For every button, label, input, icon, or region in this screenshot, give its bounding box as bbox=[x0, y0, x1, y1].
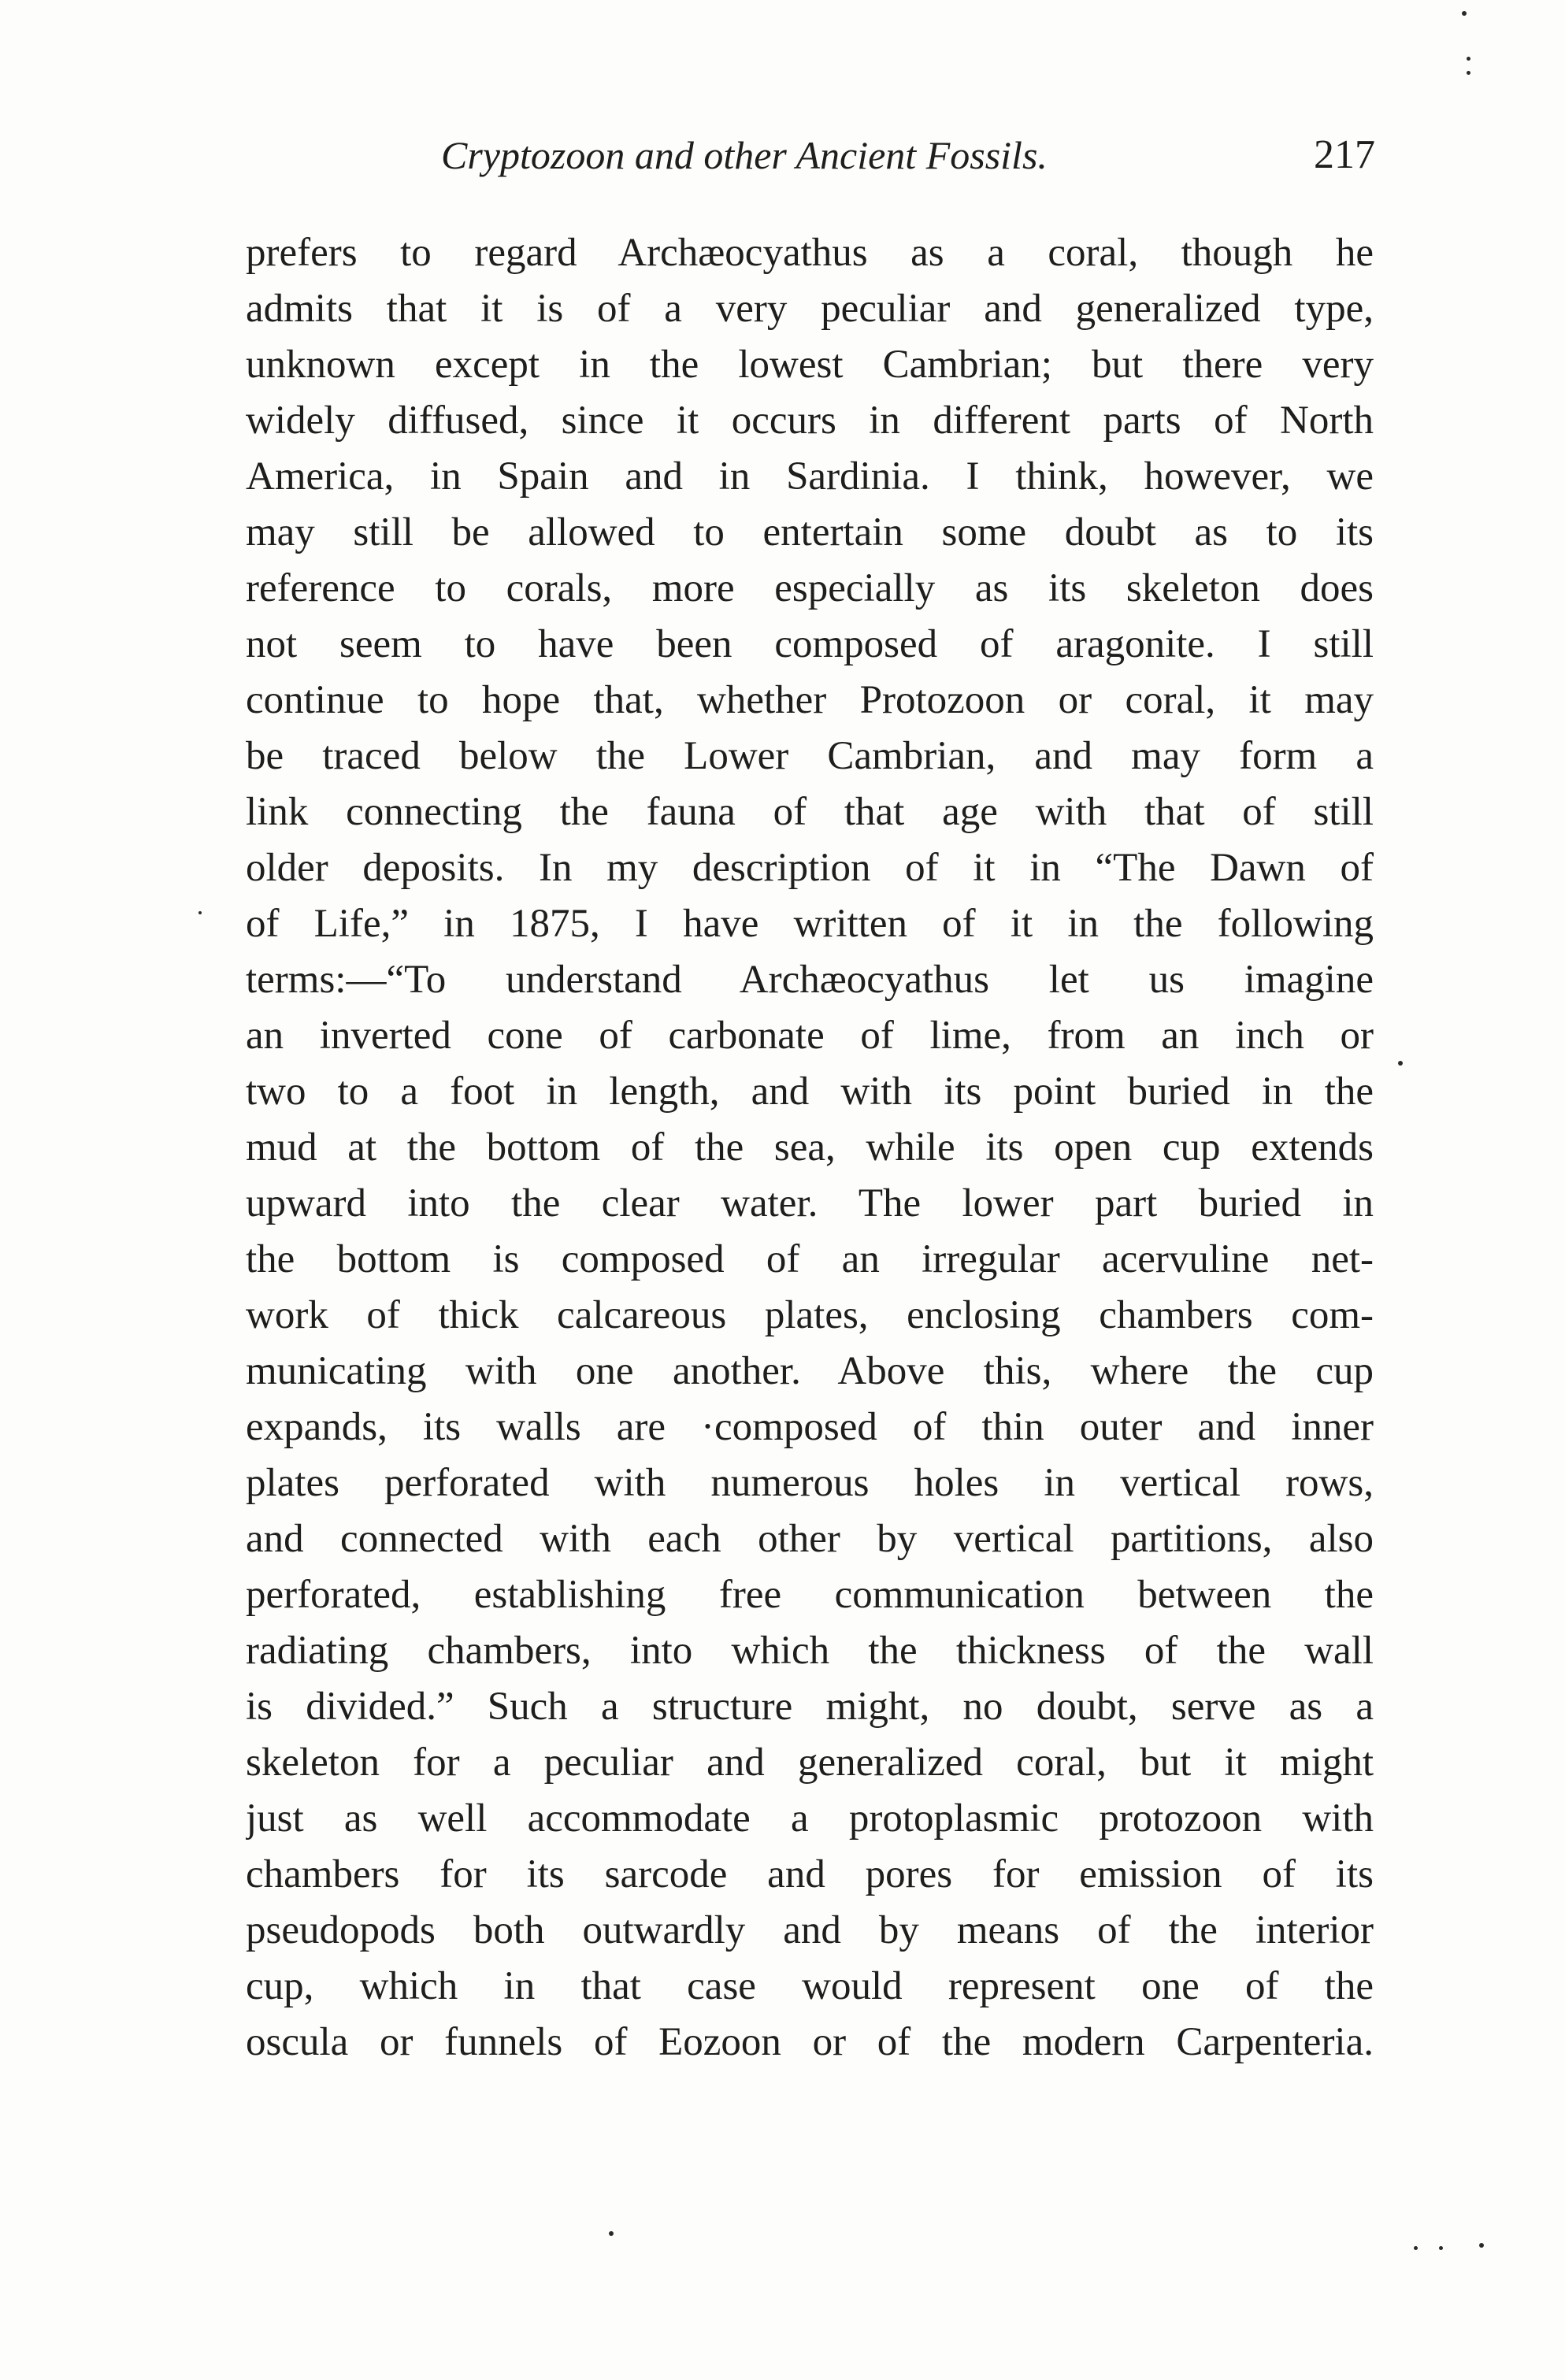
scan-speck bbox=[198, 911, 202, 914]
text-line: admits that it is of a very peculiar and generalized type, bbox=[246, 287, 1374, 331]
text-line: may still be allowed to entertain some doubt as to its bbox=[246, 510, 1374, 554]
page-number: 217 bbox=[1314, 132, 1375, 177]
scan-speck bbox=[1467, 71, 1470, 75]
text-line: America, in Spain and in Sardinia. I think, however, we bbox=[246, 454, 1374, 499]
text-line: is divided.” Such a structure might, no doubt, serve as a bbox=[246, 1685, 1374, 1729]
text-line: chambers for its sarcode and pores for emission of its bbox=[246, 1852, 1374, 1896]
scan-speck bbox=[1467, 57, 1470, 61]
text-line: continue to hope that, whether Protozoon or coral, it may bbox=[246, 678, 1374, 722]
text-line: the bottom is composed of an irregular acervuline net- bbox=[246, 1237, 1374, 1281]
text-line: upward into the clear water. The lower part buried in bbox=[246, 1181, 1374, 1225]
text-line: plates perforated with numerous holes in vertical rows, bbox=[246, 1461, 1374, 1505]
text-line: skeleton for a peculiar and generalized coral, but it might bbox=[246, 1741, 1374, 1785]
text-line: unknown except in the lowest Cambrian; but there very bbox=[246, 343, 1374, 387]
text-line: just as well accommodate a protoplasmic protozoon with bbox=[246, 1796, 1374, 1841]
text-line: terms:—“To understand Archæocyathus let us imagine bbox=[246, 958, 1374, 1002]
text-line: widely diffused, since it occurs in different parts of North bbox=[246, 399, 1374, 443]
text-line: of Life,” in 1875, I have written of it in the following bbox=[246, 902, 1374, 946]
text-line: reference to corals, more especially as its skeleton does bbox=[246, 566, 1374, 610]
text-line: an inverted cone of carbonate of lime, from an inch or bbox=[246, 1014, 1374, 1058]
text-line: pseudopods both outwardly and by means of the interior bbox=[246, 1908, 1374, 1952]
text-line: be traced below the Lower Cambrian, and may form a bbox=[246, 734, 1374, 778]
scan-speck bbox=[1479, 2243, 1484, 2248]
scan-speck bbox=[1439, 2246, 1443, 2250]
text-line: cup, which in that case would represent one of the bbox=[246, 1964, 1374, 2008]
scan-speck bbox=[1462, 11, 1467, 16]
text-line: not seem to have been composed of aragonite. I still bbox=[246, 622, 1374, 666]
text-line: radiating chambers, into which the thickness of the wall bbox=[246, 1629, 1374, 1673]
body-text bbox=[246, 225, 1374, 2070]
scan-speck bbox=[609, 2231, 614, 2236]
text-line: municating with one another. Above this, where the cup bbox=[246, 1349, 1374, 1393]
scan-speck bbox=[1398, 1061, 1403, 1066]
text-line: work of thick calcareous plates, enclosing chambers com- bbox=[246, 1293, 1374, 1337]
text-line: link connecting the fauna of that age with that of still bbox=[246, 790, 1374, 834]
text-line: mud at the bottom of the sea, while its open cup extends bbox=[246, 1125, 1374, 1170]
running-head: Cryptozoon and other Ancient Fossils. bbox=[441, 133, 1048, 177]
text-line: oscula or funnels of Eozoon or of the modern Carpenteria. bbox=[246, 2020, 1374, 2064]
text-line: two to a foot in length, and with its point buried in the bbox=[246, 1070, 1374, 1114]
scan-speck bbox=[1414, 2246, 1418, 2250]
text-line: perforated, establishing free communication between the bbox=[246, 1573, 1374, 1617]
text-line: and connected with each other by vertical partitions, also bbox=[246, 1517, 1374, 1561]
text-line: older deposits. In my description of it in “The Dawn of bbox=[246, 846, 1374, 890]
text-line: prefers to regard Archæocyathus as a coral, though he bbox=[246, 231, 1374, 275]
text-line: expands, its walls are ·composed of thin outer and inner bbox=[246, 1405, 1374, 1449]
